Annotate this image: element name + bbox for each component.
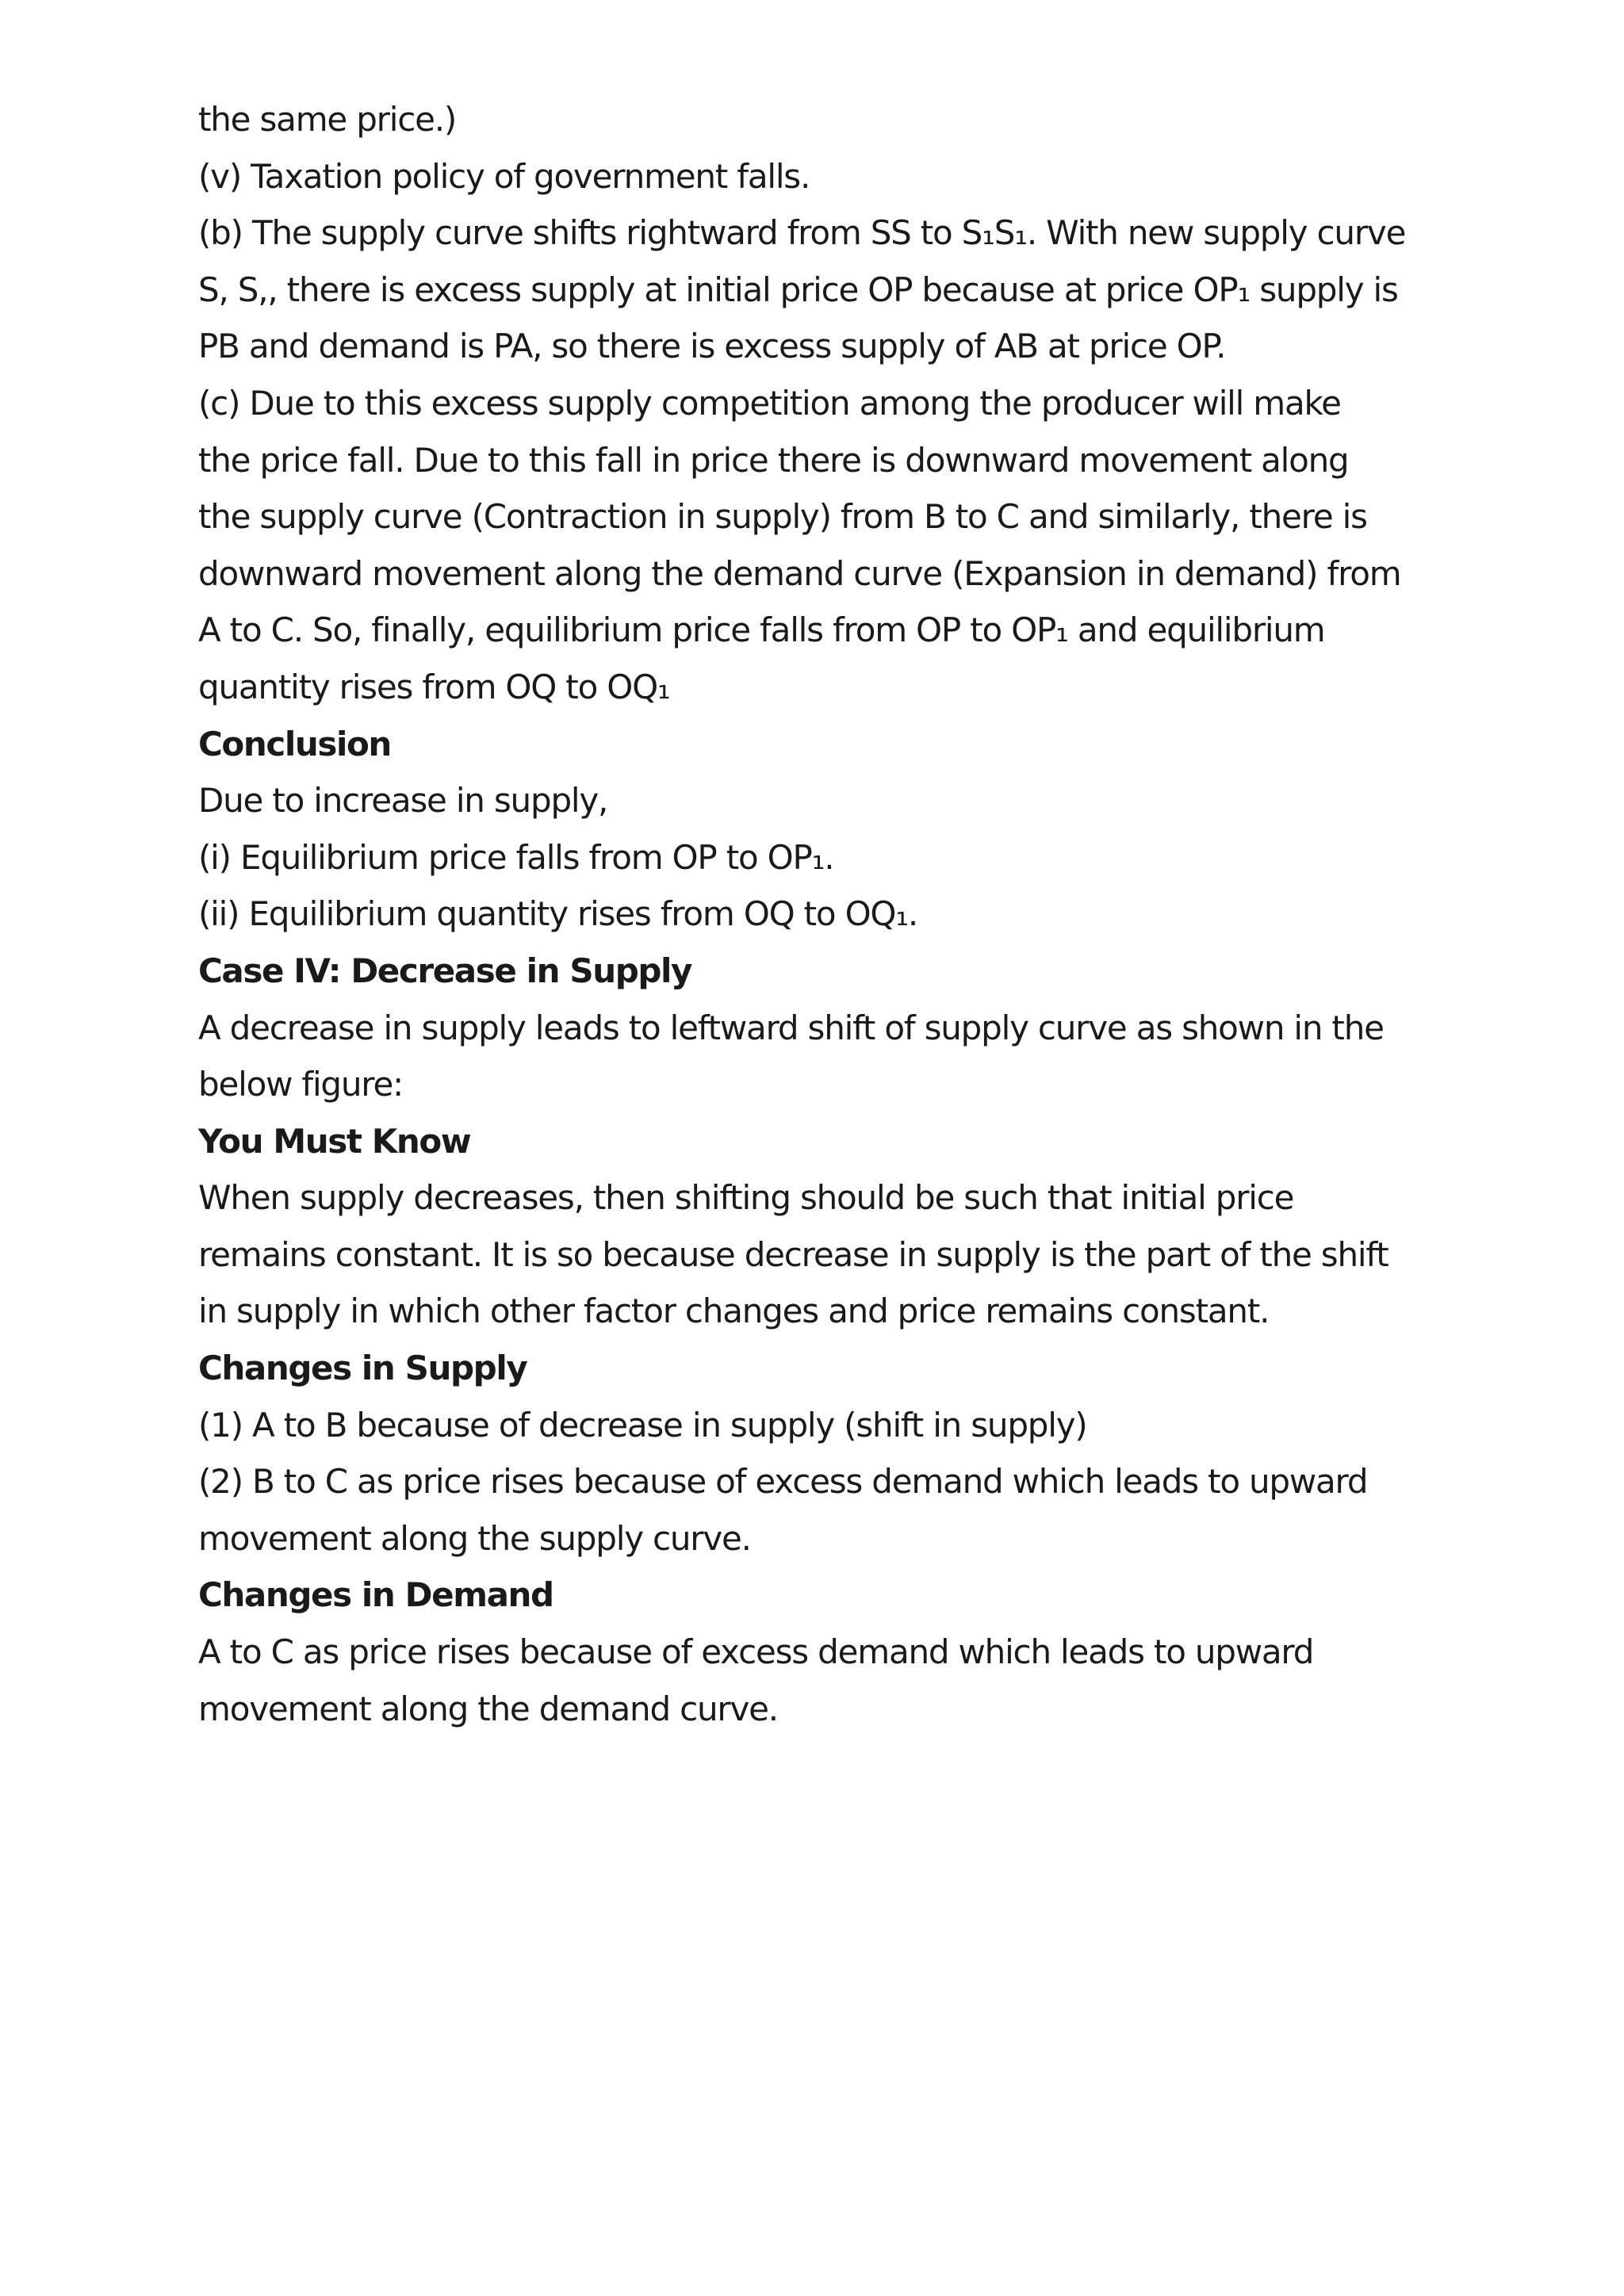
- section-heading-changes-in-demand: Changes in Demand: [198, 1575, 553, 1615]
- text-line: movement along the supply curve.: [198, 1518, 751, 1558]
- text-line: Due to increase in supply,: [198, 781, 608, 821]
- section-heading-changes-in-supply: Changes in Supply: [198, 1349, 527, 1388]
- text-line: (v) Taxation policy of government falls.: [198, 156, 810, 196]
- section-heading-you-must-know: You Must Know: [198, 1121, 471, 1161]
- section-heading-conclusion: Conclusion: [198, 724, 391, 763]
- text-line: in supply in which other factor changes and price remains constant.: [198, 1292, 1270, 1331]
- text-line: remains constant. It is so because decrease in supply is the part of the shift: [198, 1234, 1388, 1274]
- text-line: (b) The supply curve shifts rightward from SS to S₁S₁. With new supply curve: [198, 213, 1406, 253]
- text-line: downward movement along the demand curve (Expansion in demand) from: [198, 553, 1401, 593]
- text-line: A to C. So, finally, equilibrium price falls from OP to OP₁ and equilibrium: [198, 610, 1325, 650]
- text-line: movement along the demand curve.: [198, 1689, 778, 1728]
- section-heading-case-iv: Case IV: Decrease in Supply: [198, 951, 691, 990]
- text-line: When supply decreases, then shifting should be such that initial price: [198, 1178, 1294, 1218]
- text-line: (c) Due to this excess supply competition among the producer will make: [198, 383, 1341, 423]
- document-page: [198, 91, 1451, 1737]
- text-line: (1) A to B because of decrease in supply (shift in supply): [198, 1405, 1087, 1445]
- text-line: (i) Equilibrium price falls from OP to OP₁.: [198, 837, 834, 877]
- text-line: below figure:: [198, 1065, 404, 1104]
- text-line: the supply curve (Contraction in supply) from B to C and similarly, there is: [198, 497, 1367, 537]
- text-line: quantity rises from OQ to OQ₁: [198, 667, 670, 706]
- text-line: (2) B to C as price rises because of excess demand which leads to upward: [198, 1462, 1368, 1502]
- text-line: S, S,, there is excess supply at initial price OP because at price OP₁ supply is: [198, 270, 1398, 309]
- text-line: A to C as price rises because of excess demand which leads to upward: [198, 1632, 1314, 1672]
- text-line: the price fall. Due to this fall in price there is downward movement along: [198, 440, 1349, 480]
- text-line: PB and demand is PA, so there is excess supply of AB at price OP.: [198, 327, 1226, 366]
- text-line: (ii) Equilibrium quantity rises from OQ to OQ₁.: [198, 894, 918, 934]
- text-line: A decrease in supply leads to leftward shift of supply curve as shown in the: [198, 1008, 1384, 1047]
- text-line: the same price.): [198, 100, 457, 139]
